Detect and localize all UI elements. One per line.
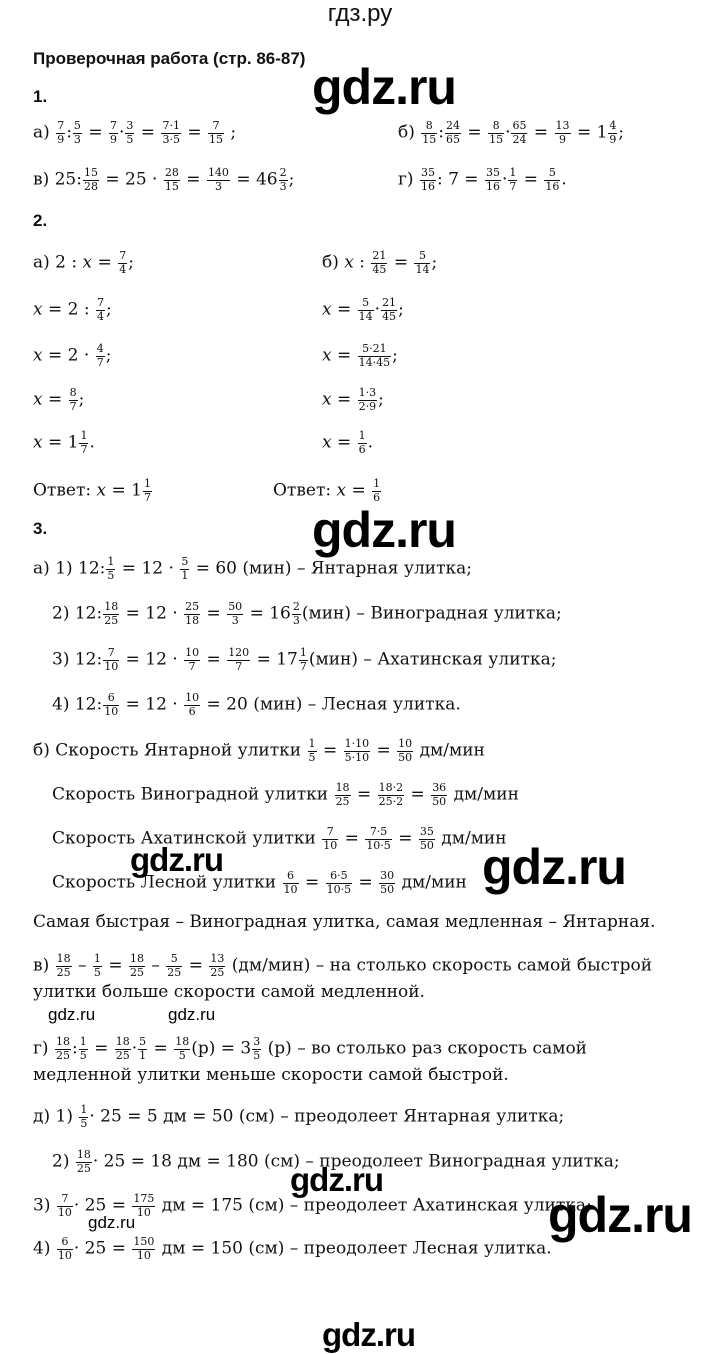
speed-line: Скорость Лесной улитки $\frac{6}{10}$ = $\frac{6\cdot 5}{10\cdot 5}$ = $\frac{30}{50}$ дм/мин <box>52 869 467 896</box>
item-label: в) <box>33 169 50 190</box>
watermark: gdz.ru <box>88 1213 136 1232</box>
task3-a-line: 2) 12: $\frac{18}{25}$ = 12 · $\frac{25}{18}$ = $\frac{50}{3}$ = 16 $\frac{2}{3}$ (мин) – Виноградная улитка; <box>52 600 562 627</box>
item-label: б) <box>398 122 415 143</box>
task1-g: г) $\frac{35}{16}$ : 7 = $\frac{35}{16}$ · $\frac{1}{7}$ = $\frac{5}{16}$ . <box>398 166 567 193</box>
watermark: gdz.ru <box>548 1187 692 1243</box>
task3-d-line: д) 1) $\frac{1}{5}$ · 25 = 5 дм = 50 (см) – преодолеет Янтарная улитка; <box>33 1103 565 1130</box>
eq-line: x = 2 · $\frac{4}{7}$ ; <box>33 342 112 369</box>
task3-a-line: а) 1) 12: $\frac{1}{5}$ = 12 · $\frac{5}{1}$ = 60 (мин) – Янтарная улитка; <box>33 555 472 582</box>
task-number: 1. <box>33 87 48 106</box>
task1-a: а) $\frac{7}{9}$ : $\frac{5}{3}$ = $\frac{7}{9}$ · $\frac{3}{5}$ = $\frac{7\cdot 1}{3\cdot 5}$ = $\frac{7}{15}$ ; <box>33 119 237 146</box>
item-label: г) <box>398 169 414 190</box>
watermark: gdz.ru <box>290 1161 383 1198</box>
eq-line: x = 2 : $\frac{7}{4}$ ; <box>33 296 112 323</box>
answer-line: Ответ: x = 1 $\frac{1}{7}$ <box>33 477 151 504</box>
speed-line: б) Скорость Янтарной улитки $\frac{1}{5}$ = $\frac{1\cdot 10}{5\cdot 10}$ = $\frac{10}{50}$ дм/мин <box>33 737 485 764</box>
watermark: gdz.ru <box>322 1316 415 1353</box>
eq-line: x = $\frac{5\cdot 21}{14\cdot 45}$ ; <box>322 342 398 369</box>
watermark: gdz.ru <box>312 59 456 115</box>
watermark: gdz.ru <box>130 841 223 878</box>
task3-v-cont: улитки больше скорости самой медленной. <box>33 982 425 1002</box>
watermark: gdz.ru <box>48 1005 96 1024</box>
task-number: 3. <box>33 519 48 538</box>
task1-b: б) $\frac{8}{15}$ : $\frac{24}{65}$ = $\frac{8}{15}$ · $\frac{65}{24}$ = $\frac{13}{9}$ = 1 $\frac{4}{9}$ ; <box>398 119 625 146</box>
task1-v: в) 25: $\frac{15}{28}$ = 25 · $\frac{28}{15}$ = $\frac{140}{3}$ = 46 $\frac{2}{3}$ ; <box>33 166 295 193</box>
task-number: 2. <box>33 211 48 230</box>
task3-v: в) $\frac{18}{25}$ – $\frac{1}{5}$ = $\frac{18}{25}$ – $\frac{5}{25}$ = $\frac{13}{25}$ (дм/мин) – на столько скорость самой быстрой <box>33 952 653 979</box>
eq-line: x = $\frac{1\cdot 3}{2\cdot 9}$ ; <box>322 386 384 413</box>
page-title: Проверочная работа (стр. 86-87) <box>33 49 306 68</box>
answer-line: Ответ: x = $\frac{1}{6}$ <box>273 477 381 504</box>
task3-g-cont: медленной улитки меньше скорости самой быстрой. <box>33 1065 509 1085</box>
site-header: гдз.ру <box>327 0 393 27</box>
eq-line: x = $\frac{8}{7}$ ; <box>33 386 85 413</box>
task3-d-line: 3) $\frac{7}{10}$ · 25 = $\frac{175}{10}$ дм = 175 (см) – преодолеет Ахатинская улитка; <box>33 1192 592 1219</box>
task3-d-line: 4) $\frac{6}{10}$ · 25 = $\frac{150}{10}$ дм = 150 (см) – преодолеет Лесная улитка. <box>33 1235 552 1262</box>
eq-line: x = $\frac{5}{14}$ · $\frac{21}{45}$ ; <box>322 296 404 323</box>
task3-d-line: 2) $\frac{18}{25}$ · 25 = 18 дм = 180 (см) – преодолеет Виноградная улитка; <box>52 1148 620 1175</box>
watermark: gdz.ru <box>312 502 456 558</box>
task3-a-line: 4) 12: $\frac{6}{10}$ = 12 · $\frac{10}{6}$ = 20 (мин) – Лесная улитка. <box>52 691 461 718</box>
watermark: gdz.ru <box>168 1005 216 1024</box>
speed-line: Скорость Виноградной улитки $\frac{18}{25}$ = $\frac{18\cdot 2}{25\cdot 2}$ = $\frac{36}{50}$ дм/мин <box>52 781 519 808</box>
eq-line: x = 1 $\frac{1}{7}$ . <box>33 429 95 456</box>
conclusion: Самая быстрая – Виноградная улитка, самая медленная – Янтарная. <box>33 912 656 932</box>
eq-line: а) 2 : x = $\frac{7}{4}$ ; <box>33 249 134 276</box>
watermark: gdz.ru <box>482 839 626 895</box>
eq-line: x = $\frac{1}{6}$ . <box>322 429 374 456</box>
item-label: а) <box>33 122 50 143</box>
eq-line: б) x : $\frac{21}{45}$ = $\frac{5}{14}$ ; <box>322 249 438 276</box>
task3-a-line: 3) 12: $\frac{7}{10}$ = 12 · $\frac{10}{7}$ = $\frac{120}{7}$ = 17 $\frac{1}{7}$ (мин) – Ахатинская улитка; <box>52 646 557 673</box>
task3-g: г) $\frac{18}{25}$ : $\frac{1}{5}$ = $\frac{18}{25}$ · $\frac{5}{1}$ = $\frac{18}{5}$ (р) = 3 $\frac{3}{5}$ (р) – во столько раз скорость самой <box>33 1035 588 1062</box>
speed-line: Скорость Ахатинской улитки $\frac{7}{10}$ = $\frac{7\cdot 5}{10\cdot 5}$ = $\frac{35}{50}$ дм/мин <box>52 825 507 852</box>
